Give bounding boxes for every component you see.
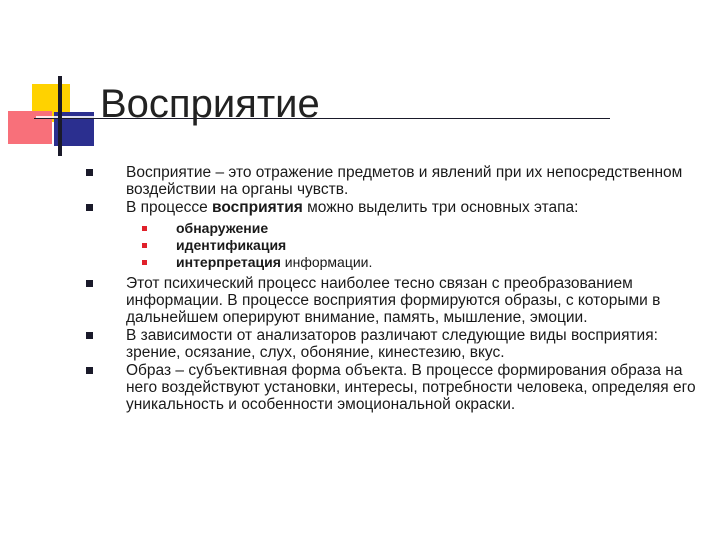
- sub-bullet-list: [126, 220, 696, 271]
- sub-bullet-square-icon: [142, 260, 147, 265]
- bullet-text-end: можно выделить три основных этапа:: [302, 199, 579, 216]
- list-item: [86, 327, 696, 361]
- slide-title: Восприятие: [100, 82, 320, 126]
- sub-list-item: [142, 254, 696, 271]
- list-item: [86, 362, 696, 413]
- bullet-square-icon: [86, 169, 93, 176]
- bullet-text: В зависимости от анализаторов различают следующие виды восприятия: зрение, осязание, слух, обоняние, кинестезию, вкус.: [126, 327, 658, 361]
- sub-list-item: [142, 220, 696, 237]
- logo-vertical-line: [58, 76, 62, 156]
- sub-bullet-square-icon: [142, 243, 147, 248]
- corner-logo: [0, 0, 100, 170]
- bullet-text-start: В процессе: [126, 199, 213, 216]
- sub-bullet-rest: информации.: [280, 254, 373, 270]
- bullet-square-icon: [86, 332, 93, 339]
- bullet-square-icon: [86, 204, 93, 211]
- bullet-list: [86, 164, 696, 413]
- bullet-text-bold: восприятия: [212, 199, 303, 216]
- list-item: [86, 164, 696, 198]
- bullet-text: Этот психический процесс наиболее тесно связан с преобразованием информации. В процессе восприятия формируются образы, с которыми в дальнейшем оперируют внимание, память, мышление, эмоции.: [126, 275, 661, 326]
- sub-bullet-bold: обнаружение: [176, 220, 269, 236]
- bullet-text: Образ – субъективная форма объекта. В процессе формирования образа на него воздействуют установки, интересы, потребности человека, определяя его уникальность и особенности эмоциональной окраски.: [126, 362, 696, 413]
- sub-bullet-square-icon: [142, 226, 147, 231]
- bullet-text: Восприятие – это отражение предметов и явлений при их непосредственном воздействии на органы чувств.: [126, 164, 683, 198]
- sub-bullet-bold: идентификация: [176, 237, 287, 253]
- list-item: [86, 199, 696, 271]
- bullet-square-icon: [86, 280, 93, 287]
- sub-bullet-bold: интерпретация: [176, 254, 281, 270]
- sub-list-item: [142, 237, 696, 254]
- bullet-square-icon: [86, 367, 93, 374]
- list-item: [86, 275, 696, 326]
- slide-content: [86, 164, 696, 414]
